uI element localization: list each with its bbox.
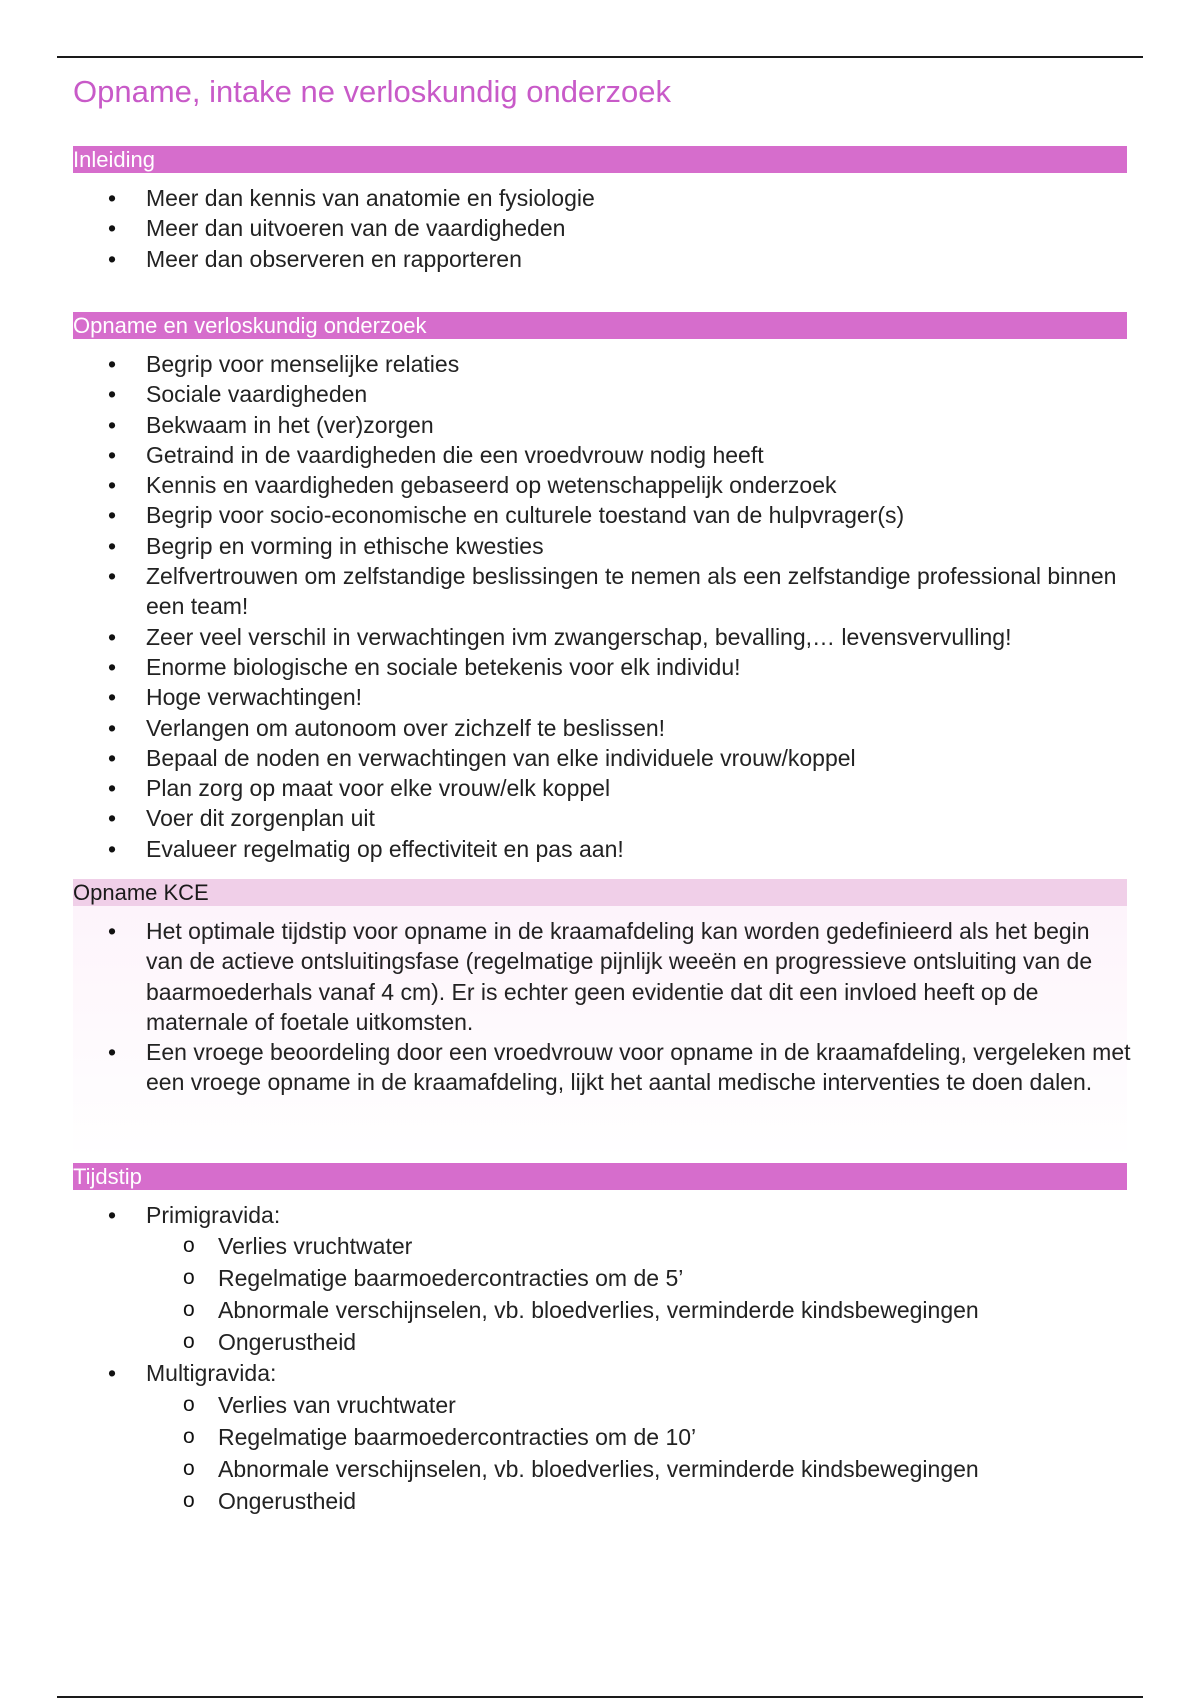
list-item: • Begrip voor menselijke relaties bbox=[73, 349, 1133, 379]
sub-list-item: o Abnormale verschijnselen, vb. bloedverlies, verminderde kindsbewegingen bbox=[146, 1453, 1133, 1485]
list-item: • Verlangen om autonoom over zichzelf te beslissen! bbox=[73, 713, 1133, 743]
bottom-rule bbox=[57, 1696, 1143, 1698]
sub-list-item: o Ongerustheid bbox=[146, 1326, 1133, 1358]
list-item: • Een vroege beoordeling door een vroedvrouw voor opname in de kraamafdeling, vergeleken met een vroege opname in de kraamafdeling, lijkt het aantal medische interventies te doen dalen. bbox=[73, 1037, 1133, 1098]
sub-list-item: o Ongerustheid bbox=[146, 1485, 1133, 1517]
multigravida-sublist bbox=[146, 1389, 1133, 1517]
list-item: • Begrip en vorming in ethische kwesties bbox=[73, 531, 1133, 561]
list-item-primigravida bbox=[73, 1200, 1133, 1358]
list-item: • Meer dan observeren en rapporteren bbox=[73, 244, 1133, 274]
sub-list-item: o Verlies van vruchtwater bbox=[146, 1389, 1133, 1421]
sub-list-item: o Abnormale verschijnselen, vb. bloedverlies, verminderde kindsbewegingen bbox=[146, 1294, 1133, 1326]
sub-list-item: o Verlies vruchtwater bbox=[146, 1230, 1133, 1262]
section-heading-label: Tijdstip bbox=[73, 1164, 142, 1189]
list-item: • Hoge verwachtingen! bbox=[73, 682, 1133, 712]
list-item: • Het optimale tijdstip voor opname in de kraamafdeling kan worden gedefinieerd als het begin van de actieve ontsluitingsfase (regelmatige pijnlijk weeën en progressieve ontsluiting van de baarmoederhals vanaf 4 cm). Er is echter geen evidentie dat dit een invloed heeft op de maternale of foetale uitkomsten. bbox=[73, 916, 1133, 1037]
list-item: • Begrip voor socio-economische en culturele toestand van de hulpvrager(s) bbox=[73, 500, 1133, 530]
list-item: • Meer dan kennis van anatomie en fysiologie bbox=[73, 183, 1133, 213]
list-item: • Meer dan uitvoeren van de vaardigheden bbox=[73, 213, 1133, 243]
opname-list bbox=[73, 349, 1133, 864]
section-heading-label: Opname KCE bbox=[73, 880, 209, 905]
group-label: Multigravida: bbox=[146, 1360, 277, 1387]
list-item: • Voer dit zorgenplan uit bbox=[73, 803, 1133, 833]
list-item: • Kennis en vaardigheden gebaseerd op wetenschappelijk onderzoek bbox=[73, 470, 1133, 500]
tijdstip-list bbox=[73, 1200, 1133, 1517]
top-rule bbox=[57, 56, 1143, 58]
sub-list-item: o Regelmatige baarmoedercontracties om de 5’ bbox=[146, 1262, 1133, 1294]
inleiding-list bbox=[73, 183, 1133, 274]
sub-list-item: o Regelmatige baarmoedercontracties om de 10’ bbox=[146, 1421, 1133, 1453]
list-item: • Zelfvertrouwen om zelfstandige beslissingen te nemen als een zelfstandige professional binnen een team! bbox=[73, 561, 1133, 622]
section-heading-tijdstip bbox=[73, 1163, 1127, 1190]
list-item: • Getraind in de vaardigheden die een vroedvrouw nodig heeft bbox=[73, 440, 1133, 470]
list-item: • Enorme biologische en sociale betekenis voor elk individu! bbox=[73, 652, 1133, 682]
list-item-multigravida bbox=[73, 1358, 1133, 1516]
section-heading-label: Opname en verloskundig onderzoek bbox=[73, 313, 427, 338]
primigravida-sublist bbox=[146, 1230, 1133, 1358]
list-item: • Plan zorg op maat voor elke vrouw/elk koppel bbox=[73, 773, 1133, 803]
list-item: • Zeer veel verschil in verwachtingen ivm zwangerschap, bevalling,… levensvervulling! bbox=[73, 622, 1133, 652]
section-heading-opname bbox=[73, 312, 1127, 339]
document-title: Opname, intake ne verloskundig onderzoek bbox=[73, 74, 671, 109]
section-heading-kce bbox=[73, 879, 1127, 906]
section-heading-inleiding bbox=[73, 146, 1127, 173]
list-item: • Bekwaam in het (ver)zorgen bbox=[73, 410, 1133, 440]
list-item: • Bepaal de noden en verwachtingen van elke individuele vrouw/koppel bbox=[73, 743, 1133, 773]
list-item: • Evalueer regelmatig op effectiviteit en pas aan! bbox=[73, 834, 1133, 864]
section-heading-label: Inleiding bbox=[73, 147, 155, 172]
group-label: Primigravida: bbox=[146, 1202, 281, 1228]
kce-list bbox=[73, 916, 1133, 1098]
list-item: • Sociale vaardigheden bbox=[73, 379, 1133, 409]
